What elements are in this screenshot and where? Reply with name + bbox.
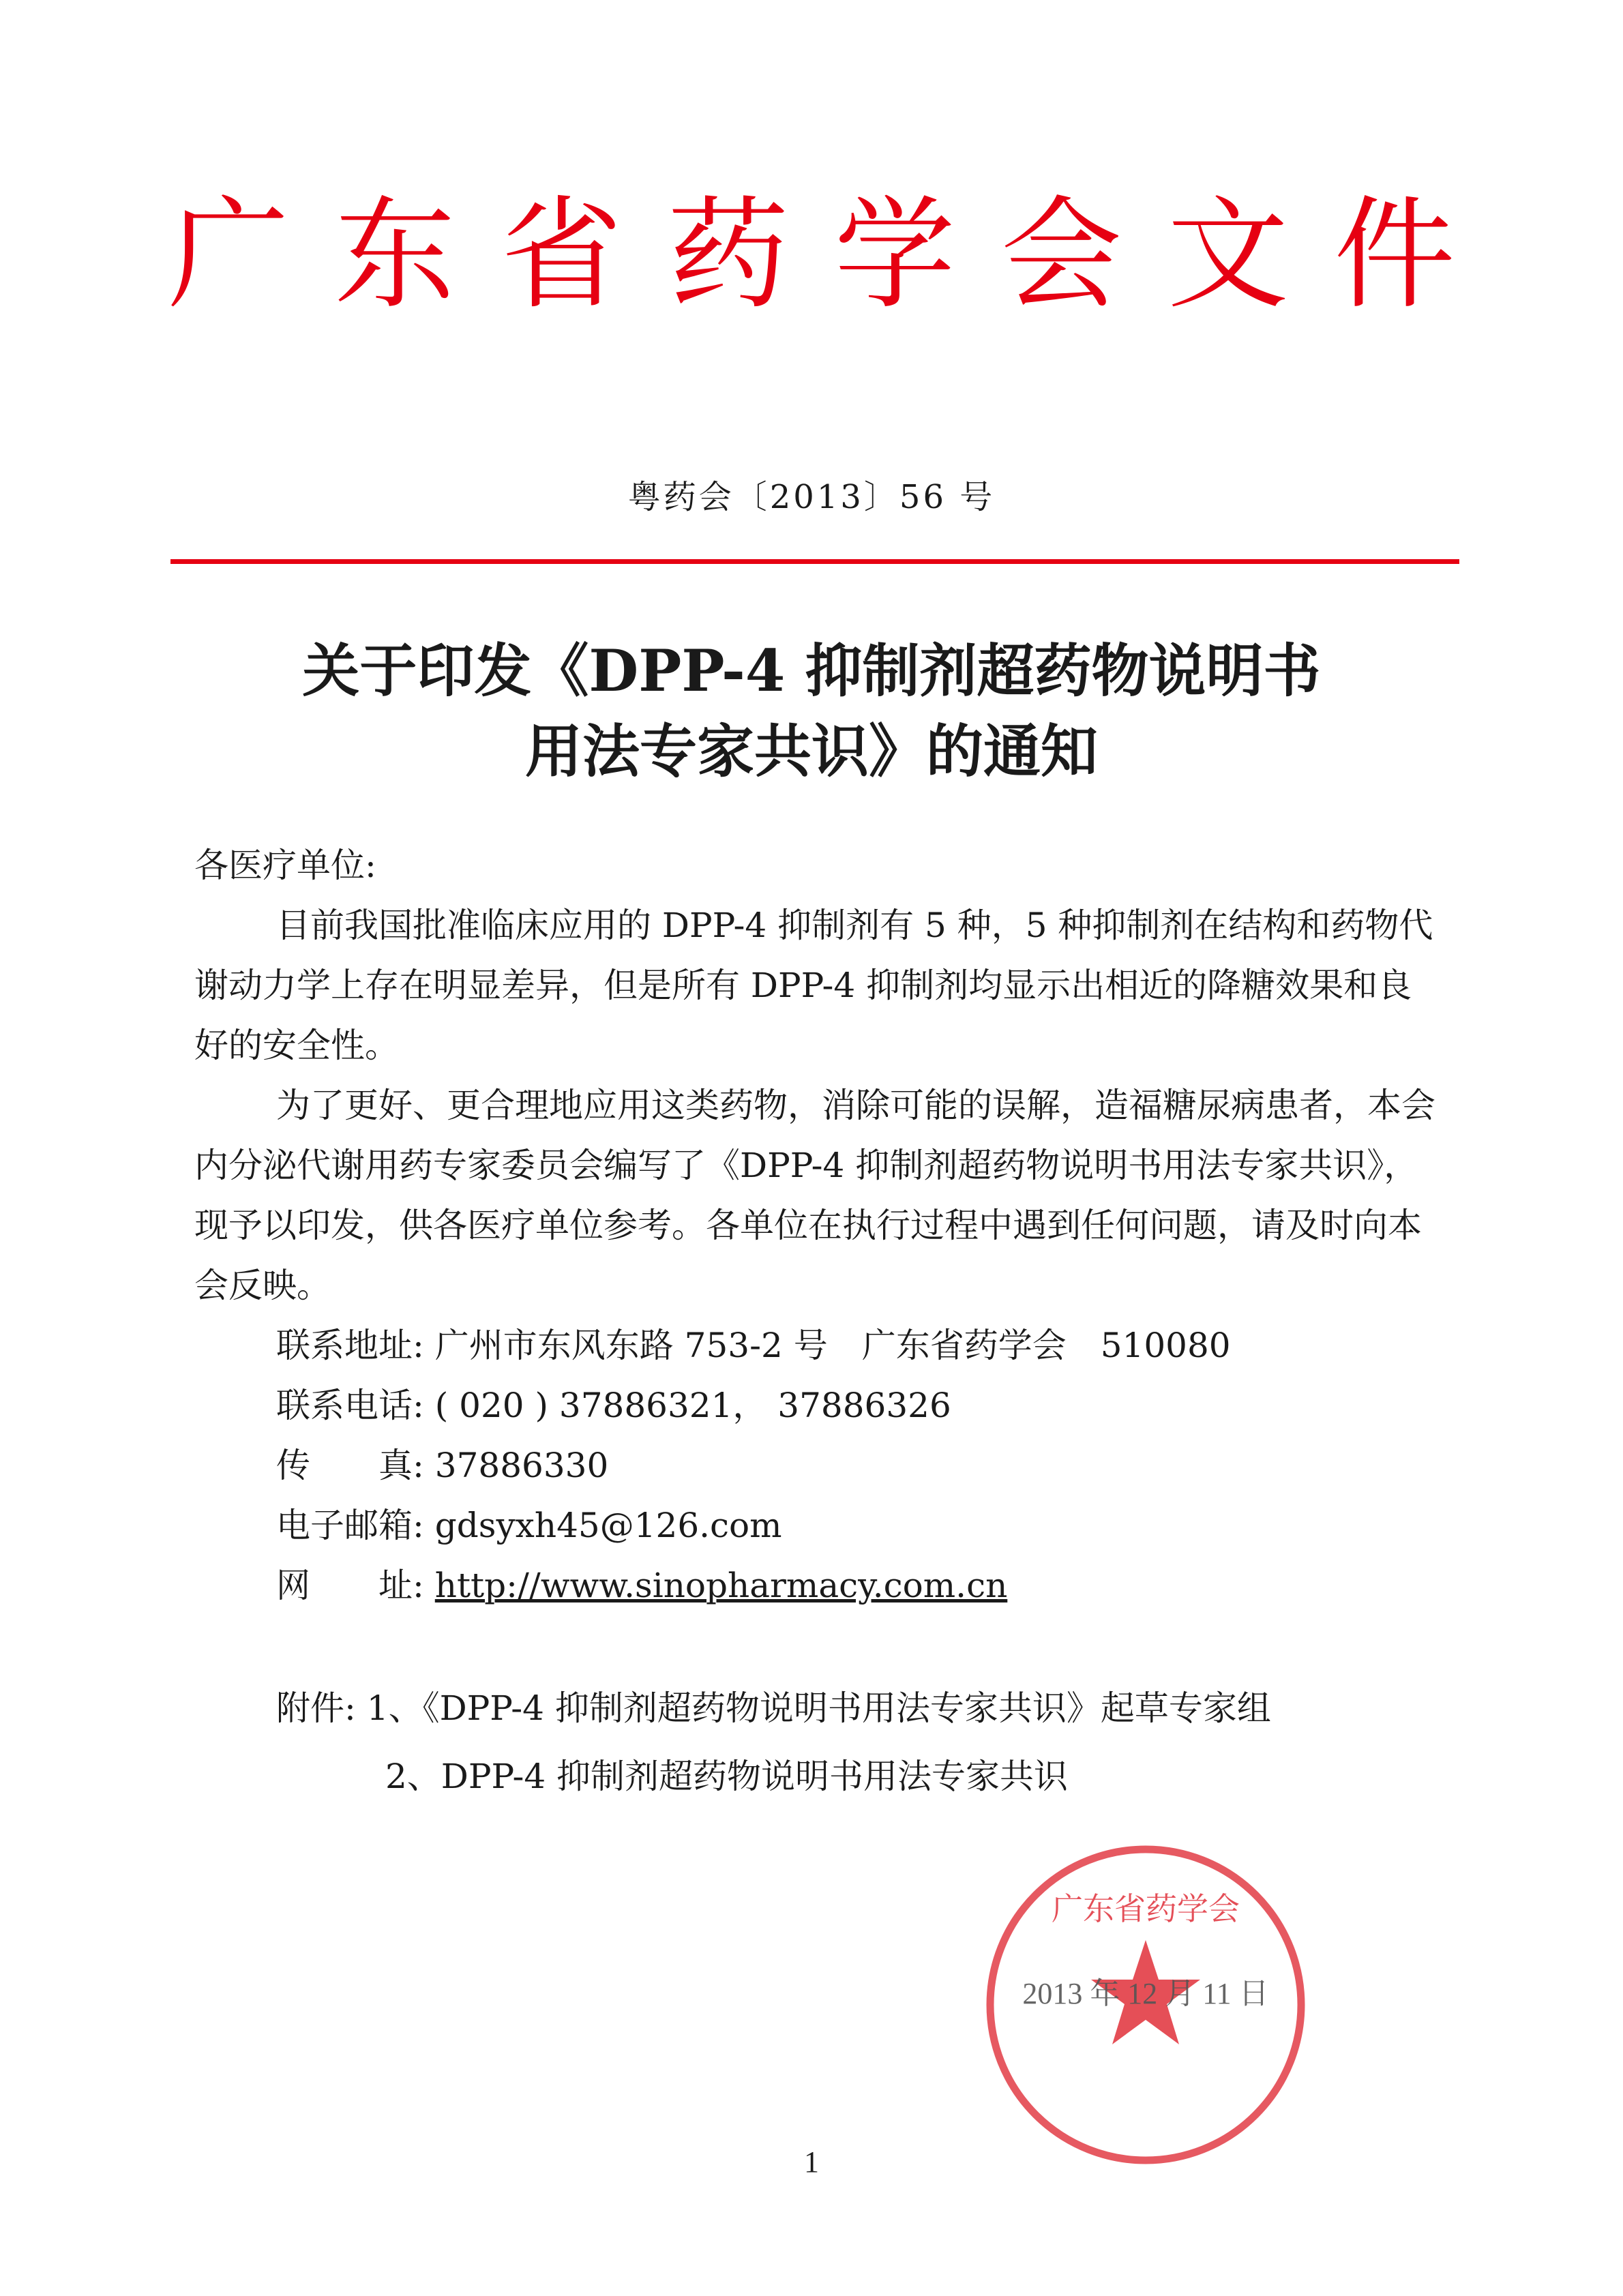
contact-website — [194, 1555, 1442, 1615]
header-char: 药 — [667, 184, 789, 325]
contact-address-label: 联系地址: — [276, 1326, 424, 1365]
header-char: 会 — [1000, 184, 1122, 325]
attachment-item-1 — [276, 1674, 1271, 1742]
website-link[interactable]: http://www.sinopharmacy.com.cn — [434, 1566, 1008, 1605]
seal-org-text: 广东省药学会 — [1052, 1890, 1240, 1927]
contact-address-value: 广州市东风东路 753-2 号 广东省药学会 510080 — [434, 1326, 1231, 1365]
contact-fax-value: 37886330 — [434, 1446, 609, 1485]
document-header-title — [164, 184, 1459, 325]
salutation: 各医疗单位: — [194, 846, 376, 885]
contact-fax — [194, 1435, 1442, 1495]
contact-email — [194, 1495, 1442, 1555]
header-char: 东 — [334, 184, 456, 325]
contact-fax-label: 传 真: — [276, 1446, 424, 1485]
contact-email-value: gdsyxh45@126.com — [434, 1506, 782, 1545]
notice-title-line-1: 关于印发《DPP-4 抑制剂超药物说明书 — [302, 637, 1321, 704]
page-number: 1 — [804, 2145, 819, 2179]
header-divider — [170, 559, 1459, 564]
notice-title — [0, 631, 1623, 792]
contact-phone-label: 联系电话: — [276, 1386, 424, 1425]
official-seal-stamp — [968, 1828, 1323, 2182]
body-paragraph-1: 目前我国批准临床应用的 DPP-4 抑制剂有 5 种，5 种抑制剂在结构和药物代谢动力学上存在明显差异，但是所有 DPP-4 抑制剂均显示出相近的降糖效果和良好的安全性。 — [194, 906, 1433, 1065]
contact-address — [194, 1315, 1442, 1375]
body-paragraph-2: 为了更好、更合理地应用这类药物，消除可能的误解，造福糖尿病患者，本会内分泌代谢用药专家委员会编写了《DPP-4 抑制剂超药物说明书用法专家共识》，现予以印发，供各医疗单位参考。各单位在执行过程中遇到任何问题，请及时向本会反映。 — [194, 1086, 1435, 1305]
header-char: 广 — [168, 184, 289, 325]
contact-email-label: 电子邮箱: — [276, 1506, 424, 1545]
attachments-label: 附件: — [276, 1688, 356, 1728]
header-char: 学 — [834, 184, 956, 325]
seal-date-text: 2013 年 12 月 11 日 — [1022, 1977, 1269, 2010]
attachments-section — [276, 1674, 1271, 1810]
contact-phone-value: ( 020 ) 37886321， 37886326 — [434, 1386, 951, 1425]
document-number: 粤药会〔2013〕56 号 — [627, 478, 996, 516]
header-char: 文 — [1167, 184, 1289, 325]
header-char: 件 — [1333, 184, 1455, 325]
contact-phone — [194, 1375, 1442, 1435]
notice-body — [194, 835, 1442, 1615]
header-char: 省 — [501, 184, 623, 325]
attachment-item-2: 2、DPP-4 抑制剂超药物说明书用法专家共识 — [385, 1757, 1069, 1796]
notice-title-line-2: 用法专家共识》的通知 — [524, 717, 1098, 785]
contact-website-label: 网 址: — [276, 1566, 424, 1605]
attachment-item-1-text: 1、《DPP-4 抑制剂超药物说明书用法专家共识》起草专家组 — [366, 1688, 1271, 1728]
